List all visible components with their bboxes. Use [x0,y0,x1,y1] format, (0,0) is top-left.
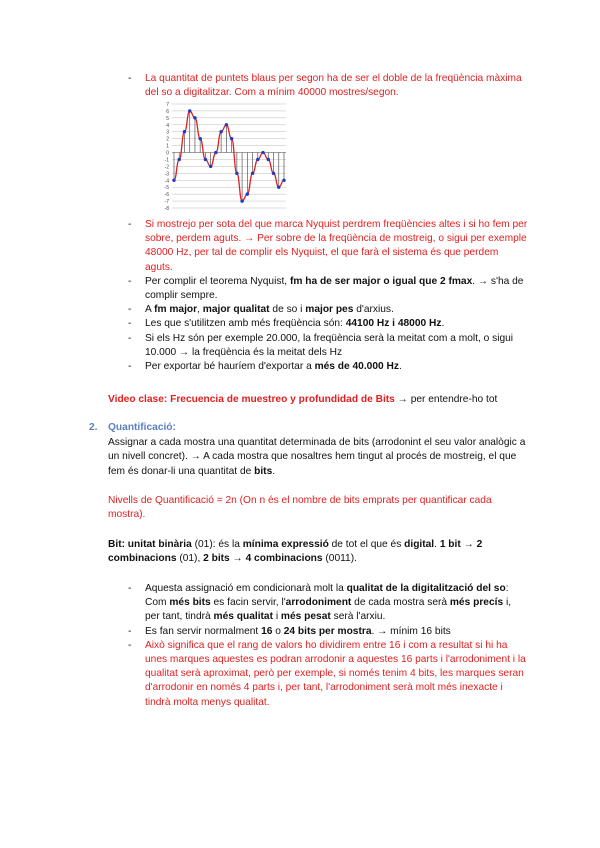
bullet-item [128,332,528,360]
y-tick-label: -3 [164,171,169,178]
section-number: 2. [89,422,98,433]
text-run: més bits [169,597,211,609]
video-reference-line [108,393,530,407]
text-run: d'arxius. [353,304,394,316]
text-run: Això significa que el rang de valors ho dividirem entre 16 i com a resultat si hi ha unes marques aquestes es podran arrodonir a aquestes 16 parts i l'arrodoniment i la qualitat serà aproximat, però per exemple, si només tenim 4 bits, les marques seran d'arrodonir en només 4 parts i, per tant, l'arrodoniment serà molt més inexacte i tindrà molta menys qualitat. [145,639,526,708]
bullet-item [128,360,528,374]
text-run: Si mostrejo per sota del que marca Nyquist perdrem freqüències altes i si ho fem per sobre, perdem aguts. → Per sobre de la freqüència de mostreig, o sigui per exemple 48000 Hz, per tal de complir els Nyquist, el que farà el sistema és que perdem aguts. [145,219,528,273]
bullet-list-nyquist [128,218,528,374]
bullet-dash: - [128,583,132,594]
bullet-dash: - [128,639,132,651]
sample-point [178,158,181,161]
sample-point [261,151,264,154]
bullet-text [145,73,522,98]
text-run: . [272,465,276,477]
sampled-wave-chart [158,100,288,212]
text-run: (01), [176,553,204,565]
sample-point [225,123,228,126]
text-run: digital [404,539,435,550]
y-tick-label: 7 [166,102,169,108]
text-run: . → mínim 16 bits [371,625,451,637]
paragraph-bit-definition [108,538,530,567]
text-run: , [197,304,203,316]
y-tick-label: -4 [164,178,169,185]
sample-point [267,158,270,161]
bullet-item [128,317,528,331]
y-tick-label: 0 [166,150,169,157]
text-run: arrodoniment [285,597,352,609]
bullet-text [145,583,511,622]
text-run: més de 40.000 Hz [314,361,399,373]
bullet-text [145,626,451,637]
sample-point [272,172,275,175]
section-heading-quantification [89,422,176,433]
paragraph-quantization-levels [108,494,530,523]
text-run: Es fan servir normalment [145,625,262,637]
sample-point [214,151,217,154]
bullet-dash: - [128,625,132,637]
text-run: (01): és la [191,539,243,550]
sample-point [204,158,207,161]
y-tick-label: -5 [164,185,169,192]
y-tick-label: -8 [164,206,169,212]
text-run: Per exportar bé hauríem d'exportar a [145,361,315,373]
sample-point [251,172,254,175]
text-run: Si els Hz són per exemple 20.000, la freqüència serà la meitat com a molt, o sigui 10.000 → la freqüència és la meitat dels Hz [145,332,514,358]
sample-point [230,137,233,140]
bullet-text [145,640,526,708]
text-run: i [272,611,281,623]
bullet-item [128,582,528,625]
bullet-item [128,218,528,275]
bullet-text [145,304,394,315]
text-run: més pesat [280,611,331,623]
bullet-list-quantification [128,582,528,710]
sample-point [172,179,175,182]
sample-point [246,192,249,195]
text-run: . [441,318,445,330]
sample-point [193,116,196,119]
text-run: 2 bits → 4 combinacions [203,553,323,565]
text-run: : Com [145,583,509,609]
sample-point [209,165,212,168]
y-tick-label: 4 [166,122,169,129]
y-tick-labels [165,102,170,212]
text-run: Les que s'utilitzen amb més freqüència són: [145,318,346,330]
text-run: 44100 Hz i 48000 Hz [345,318,442,330]
bullet-dash: - [128,361,132,373]
text-run: major qualitat [202,304,270,316]
y-tick-label: 5 [166,115,169,122]
bullet-list-nyquist-intro [128,72,528,100]
text-run: mínima expressió [242,539,329,550]
text-run: o [272,625,284,637]
section-title: Quantificació: [108,422,176,433]
text-run: fm major [154,304,198,316]
text-run: Assignar a cada mostra una quantitat determinada de bits (arrodonint el seu valor analògic a un nivell concret). → A cada mostra que nosaltres hem tingut al procés de mostreig, el que fem és donar-li una quantitat de [108,437,526,477]
text-run: més qualitat [213,611,273,623]
text-run: La quantitat de puntets blaus per segon ha de ser el doble de la freqüència màxima del so a digitalitzar. Com a mínim 40000 mostres/segon. [145,73,522,99]
bullet-dash: - [128,318,132,330]
bullet-text [145,276,523,301]
text-run: (0011). [322,553,357,565]
text-run: → per entendre-ho tot [394,394,498,405]
text-run: bits [254,465,273,477]
sample-points [172,109,285,203]
bullet-text [145,219,527,273]
bullet-item [128,639,528,710]
text-run: fm ha de ser major o igual que 2 fmax [289,275,473,287]
bullet-item [128,72,528,100]
sample-point [198,137,201,140]
bullet-item [128,303,528,317]
text-run: 16 [261,625,273,637]
text-run: . → s'ha de complir sempre. [145,275,524,302]
text-run: de so i [269,304,306,316]
text-run: Video clase: Frecuencia de muestreo y profundidad de Bits [108,394,395,405]
text-run: i, per tant, tindrà [145,597,512,623]
text-run: serà l'arxiu. [330,611,386,623]
sample-point [188,109,191,112]
bullet-dash: - [128,332,132,344]
sample-point [235,172,238,175]
text-run: Bit: unitat binària [108,539,192,550]
y-tick-label: -6 [164,192,169,199]
text-run: 1 bit → 2 combinacions [108,539,483,565]
sample-point [256,158,259,161]
chart-grid [172,104,286,208]
sample-point [183,130,186,133]
bullet-text [145,333,513,358]
text-run: 24 bits per mostra [283,625,372,637]
y-tick-label: 1 [166,143,169,150]
bullet-dash: - [128,304,132,316]
bullet-item [128,275,528,303]
signal-curve [174,111,284,201]
sample-point [282,179,285,182]
bullet-text [145,361,402,372]
sample-stems [174,111,284,201]
text-run: qualitat de la digitalització del so [346,583,506,594]
bullet-dash: - [128,73,132,84]
sample-point [277,186,280,189]
bullet-dash: - [128,219,132,230]
text-run: de tot el que és [328,539,405,550]
text-run: Nivells de Quantificació = 2n (On n és el nombre de bits emprats per quantificar cada mostra). [108,495,492,521]
text-run: Per complir el teorema Nyquist, [145,275,290,287]
paragraph-assign-bits [108,436,530,479]
sample-point [240,199,243,202]
y-tick-label: -1 [164,157,169,164]
y-tick-label: 3 [166,129,169,136]
text-run: de cada mostra serà [351,597,450,609]
text-run: . [434,539,440,550]
text-run: més precís [449,597,504,609]
text-run: es facin servir, l' [210,597,286,609]
text-run: . [398,361,402,373]
sample-point [219,130,222,133]
text-run: major pes [305,304,354,316]
bullet-text [145,318,444,329]
y-tick-label: 2 [166,136,169,143]
y-tick-label: -7 [164,199,169,206]
bullet-item [128,625,528,639]
text-run: Aquesta assignació em condicionarà molt la [145,583,347,594]
text-run: A [145,304,155,316]
bullet-dash: - [128,275,132,287]
y-tick-label: -2 [164,164,169,171]
y-tick-label: 6 [166,108,169,115]
